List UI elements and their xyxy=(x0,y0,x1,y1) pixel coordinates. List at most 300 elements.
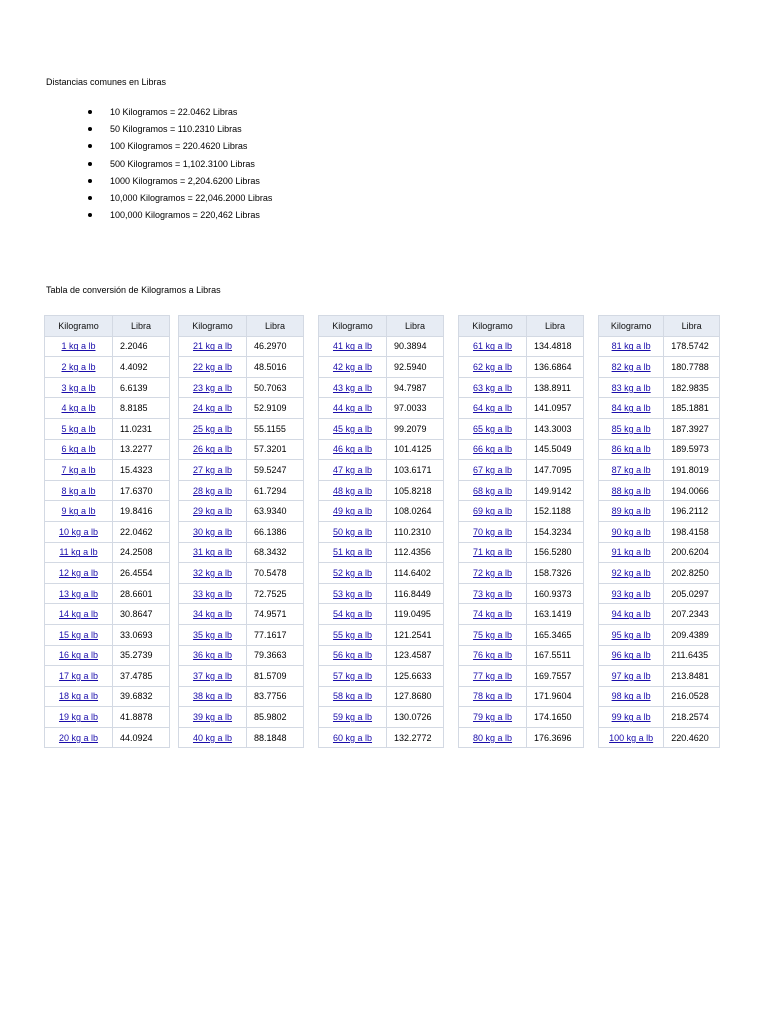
lb-value: 2.2046 xyxy=(113,336,170,357)
kg-to-lb-link[interactable]: 9 kg a lb xyxy=(61,506,96,517)
kg-to-lb-link[interactable]: 7 kg a lb xyxy=(61,464,96,475)
lb-value: 63.9340 xyxy=(247,501,304,522)
lb-value: 125.6633 xyxy=(387,666,444,687)
kg-to-lb-link[interactable]: 79 kg a lb xyxy=(472,712,513,723)
lb-value: 138.8911 xyxy=(527,377,584,398)
lb-value: 37.4785 xyxy=(113,666,170,687)
lb-value: 103.6171 xyxy=(387,460,444,481)
table-row xyxy=(599,460,720,481)
table-row xyxy=(599,666,720,687)
table-row xyxy=(179,542,304,563)
lb-value: 97.0033 xyxy=(387,398,444,419)
kg-to-lb-link[interactable]: 83 kg a lb xyxy=(611,382,651,393)
kg-to-lb-link[interactable]: 69 kg a lb xyxy=(472,506,513,517)
lb-value: 207.2343 xyxy=(664,604,720,625)
conversion-table xyxy=(44,315,170,748)
table-row xyxy=(319,501,444,522)
kg-to-lb-link[interactable]: 85 kg a lb xyxy=(611,423,651,434)
table-row xyxy=(179,563,304,584)
lb-value: 79.3663 xyxy=(247,645,304,666)
lb-value: 154.3234 xyxy=(527,521,584,542)
kg-to-lb-link[interactable]: 37 kg a lb xyxy=(192,670,233,681)
header-libra: Libra xyxy=(113,316,170,337)
header-kilogramo: Kilogramo xyxy=(459,316,527,337)
kg-to-lb-link[interactable]: 50 kg a lb xyxy=(332,526,373,537)
kg-cell xyxy=(599,604,664,625)
kg-to-lb-link[interactable]: 60 kg a lb xyxy=(332,732,373,743)
kg-to-lb-link[interactable]: 39 kg a lb xyxy=(192,712,233,723)
kg-to-lb-link[interactable]: 92 kg a lb xyxy=(611,567,651,578)
kg-to-lb-link[interactable]: 22 kg a lb xyxy=(192,361,233,372)
kg-cell xyxy=(45,439,113,460)
kg-cell xyxy=(179,727,247,748)
lb-value: 17.6370 xyxy=(113,480,170,501)
kg-to-lb-link[interactable]: 61 kg a lb xyxy=(472,341,513,352)
header-kilogramo: Kilogramo xyxy=(319,316,387,337)
kg-cell xyxy=(179,480,247,501)
kg-to-lb-link[interactable]: 34 kg a lb xyxy=(192,609,233,620)
kg-to-lb-link[interactable]: 12 kg a lb xyxy=(58,567,99,578)
kg-cell xyxy=(179,624,247,645)
table-row xyxy=(319,583,444,604)
common-distance-item xyxy=(86,121,272,138)
kg-to-lb-link[interactable]: 17 kg a lb xyxy=(58,670,99,681)
kg-to-lb-link[interactable]: 82 kg a lb xyxy=(611,361,651,372)
kg-cell xyxy=(45,480,113,501)
kg-cell xyxy=(599,666,664,687)
kg-to-lb-link[interactable]: 18 kg a lb xyxy=(58,691,99,702)
kg-cell xyxy=(459,480,527,501)
kg-to-lb-link[interactable]: 91 kg a lb xyxy=(611,547,651,558)
table-row xyxy=(459,563,584,584)
kg-to-lb-link[interactable]: 43 kg a lb xyxy=(332,382,373,393)
lb-value: 194.0066 xyxy=(664,480,720,501)
lb-value: 6.6139 xyxy=(113,377,170,398)
kg-cell xyxy=(319,645,387,666)
kg-to-lb-link[interactable]: 28 kg a lb xyxy=(192,485,233,496)
table-row xyxy=(179,336,304,357)
bullet-icon xyxy=(88,196,92,200)
kg-cell xyxy=(599,418,664,439)
table-row xyxy=(319,645,444,666)
kg-to-lb-link[interactable]: 33 kg a lb xyxy=(192,588,233,599)
kg-to-lb-link[interactable]: 81 kg a lb xyxy=(611,341,651,352)
lb-value: 61.7294 xyxy=(247,480,304,501)
kg-to-lb-link[interactable]: 35 kg a lb xyxy=(192,629,233,640)
kg-cell xyxy=(459,707,527,728)
kg-cell xyxy=(45,377,113,398)
kg-cell xyxy=(45,727,113,748)
lb-value: 52.9109 xyxy=(247,398,304,419)
kg-cell xyxy=(45,645,113,666)
table-row xyxy=(599,418,720,439)
kg-cell xyxy=(459,521,527,542)
kg-to-lb-link[interactable]: 97 kg a lb xyxy=(611,670,651,681)
table-row xyxy=(45,377,170,398)
table-row xyxy=(599,583,720,604)
kg-to-lb-link[interactable]: 45 kg a lb xyxy=(332,423,373,434)
kg-to-lb-link[interactable]: 27 kg a lb xyxy=(192,464,233,475)
table-row xyxy=(179,439,304,460)
kg-to-lb-link[interactable]: 59 kg a lb xyxy=(332,712,373,723)
kg-cell xyxy=(599,336,664,357)
table-row xyxy=(599,357,720,378)
kg-to-lb-link[interactable]: 21 kg a lb xyxy=(192,341,233,352)
lb-value: 24.2508 xyxy=(113,542,170,563)
conversion-table xyxy=(598,315,720,748)
lb-value: 30.8647 xyxy=(113,604,170,625)
common-distance-item xyxy=(86,173,272,190)
kg-to-lb-link[interactable]: 11 kg a lb xyxy=(59,547,98,558)
table-row xyxy=(599,480,720,501)
kg-cell xyxy=(179,357,247,378)
table-row xyxy=(319,563,444,584)
common-distance-item xyxy=(86,190,272,207)
kg-to-lb-link[interactable]: 52 kg a lb xyxy=(332,567,373,578)
kg-to-lb-link[interactable]: 10 kg a lb xyxy=(58,526,99,537)
kg-cell xyxy=(599,583,664,604)
kg-to-lb-link[interactable]: 25 kg a lb xyxy=(192,423,233,434)
common-distance-text: 100,000 Kilogramos = 220,462 Libras xyxy=(110,210,260,221)
kg-cell xyxy=(459,336,527,357)
table-row xyxy=(459,583,584,604)
kg-cell xyxy=(319,439,387,460)
header-libra: Libra xyxy=(527,316,584,337)
lb-value: 101.4125 xyxy=(387,439,444,460)
kg-to-lb-link[interactable]: 15 kg a lb xyxy=(58,629,99,640)
kg-to-lb-link[interactable]: 99 kg a lb xyxy=(611,712,651,723)
kg-cell xyxy=(459,542,527,563)
kg-to-lb-link[interactable]: 98 kg a lb xyxy=(611,691,651,702)
kg-cell xyxy=(599,357,664,378)
lb-value: 182.9835 xyxy=(664,377,720,398)
lb-value: 4.4092 xyxy=(113,357,170,378)
lb-value: 171.9604 xyxy=(527,686,584,707)
table-row xyxy=(319,357,444,378)
lb-value: 119.0495 xyxy=(387,604,444,625)
lb-value: 187.3927 xyxy=(664,418,720,439)
lb-value: 85.9802 xyxy=(247,707,304,728)
kg-to-lb-link[interactable]: 90 kg a lb xyxy=(611,526,651,537)
kg-to-lb-link[interactable]: 55 kg a lb xyxy=(332,629,373,640)
lb-value: 72.7525 xyxy=(247,583,304,604)
table-row xyxy=(179,686,304,707)
kg-to-lb-link[interactable]: 76 kg a lb xyxy=(472,650,513,661)
table-row xyxy=(45,357,170,378)
kg-cell xyxy=(45,707,113,728)
table-row xyxy=(599,686,720,707)
common-distance-text: 10 Kilogramos = 22.0462 Libras xyxy=(110,107,238,117)
lb-value: 143.3003 xyxy=(527,418,584,439)
kg-to-lb-link[interactable]: 36 kg a lb xyxy=(192,650,233,661)
kg-cell xyxy=(459,460,527,481)
table-row xyxy=(45,460,170,481)
kg-cell xyxy=(45,418,113,439)
lb-value: 99.2079 xyxy=(387,418,444,439)
kg-cell xyxy=(179,563,247,584)
kg-cell xyxy=(319,501,387,522)
kg-to-lb-link[interactable]: 95 kg a lb xyxy=(611,629,651,640)
kg-cell xyxy=(179,542,247,563)
lb-value: 88.1848 xyxy=(247,727,304,748)
kg-to-lb-link[interactable]: 65 kg a lb xyxy=(472,423,513,434)
bullet-icon xyxy=(88,162,92,166)
table-row xyxy=(459,418,584,439)
lb-value: 74.9571 xyxy=(247,604,304,625)
kg-to-lb-link[interactable]: 88 kg a lb xyxy=(611,485,651,496)
kg-to-lb-link[interactable]: 42 kg a lb xyxy=(332,361,373,372)
lb-value: 218.2574 xyxy=(664,707,720,728)
kg-cell xyxy=(599,563,664,584)
table-row xyxy=(599,398,720,419)
table-row xyxy=(599,336,720,357)
kg-to-lb-link[interactable]: 38 kg a lb xyxy=(192,691,233,702)
table-row xyxy=(45,501,170,522)
kg-cell xyxy=(319,563,387,584)
kg-to-lb-link[interactable]: 16 kg a lb xyxy=(58,650,99,661)
kg-to-lb-link[interactable]: 77 kg a lb xyxy=(472,670,513,681)
kg-cell xyxy=(45,501,113,522)
lb-value: 15.4323 xyxy=(113,460,170,481)
kg-to-lb-link[interactable]: 71 kg a lb xyxy=(472,547,513,558)
kg-to-lb-link[interactable]: 40 kg a lb xyxy=(192,732,233,743)
common-distance-text: 10,000 Kilogramos = 22,046.2000 Libras xyxy=(110,192,273,203)
lb-value: 174.1650 xyxy=(527,707,584,728)
kg-to-lb-link[interactable]: 74 kg a lb xyxy=(472,609,513,620)
kg-to-lb-link[interactable]: 41 kg a lb xyxy=(332,341,373,352)
lb-value: 160.9373 xyxy=(527,583,584,604)
lb-value: 46.2970 xyxy=(247,336,304,357)
kg-to-lb-link[interactable]: 30 kg a lb xyxy=(192,526,233,537)
table-row xyxy=(599,439,720,460)
kg-to-lb-link[interactable]: 75 kg a lb xyxy=(472,629,513,640)
table-row xyxy=(179,377,304,398)
kg-cell xyxy=(599,645,664,666)
table-row xyxy=(179,418,304,439)
kg-to-lb-link[interactable]: 84 kg a lb xyxy=(611,403,651,414)
kg-cell xyxy=(319,398,387,419)
kg-cell xyxy=(319,542,387,563)
kg-to-lb-link[interactable]: 96 kg a lb xyxy=(611,650,651,661)
common-distance-item xyxy=(86,156,272,173)
kg-to-lb-link[interactable]: 49 kg a lb xyxy=(332,506,373,517)
lb-value: 202.8250 xyxy=(664,563,720,584)
table-row xyxy=(45,398,170,419)
kg-cell xyxy=(179,439,247,460)
kg-cell xyxy=(179,336,247,357)
kg-cell xyxy=(459,686,527,707)
table-row xyxy=(599,563,720,584)
kg-to-lb-link[interactable]: 51 kg a lb xyxy=(332,547,373,558)
lb-value: 41.8878 xyxy=(113,707,170,728)
kg-to-lb-link[interactable]: 8 kg a lb xyxy=(61,485,96,496)
kg-cell xyxy=(459,418,527,439)
table-row xyxy=(459,542,584,563)
table-row xyxy=(179,727,304,748)
lb-value: 116.8449 xyxy=(387,583,444,604)
kg-to-lb-link[interactable]: 5 kg a lb xyxy=(61,423,96,434)
table-row xyxy=(599,542,720,563)
lb-value: 110.2310 xyxy=(387,521,444,542)
kg-to-lb-link[interactable]: 100 kg a lb xyxy=(609,732,654,743)
kg-to-lb-link[interactable]: 32 kg a lb xyxy=(192,567,233,578)
kg-to-lb-link[interactable]: 57 kg a lb xyxy=(332,670,373,681)
kg-to-lb-link[interactable]: 78 kg a lb xyxy=(472,691,513,702)
kg-to-lb-link[interactable]: 24 kg a lb xyxy=(192,403,233,414)
kg-cell xyxy=(179,521,247,542)
kg-to-lb-link[interactable]: 4 kg a lb xyxy=(61,403,96,414)
table-row xyxy=(319,439,444,460)
kg-cell xyxy=(459,357,527,378)
table-row xyxy=(45,707,170,728)
table-row xyxy=(459,521,584,542)
kg-cell xyxy=(459,563,527,584)
kg-cell xyxy=(45,604,113,625)
kg-to-lb-link[interactable]: 66 kg a lb xyxy=(472,444,513,455)
kg-to-lb-link[interactable]: 64 kg a lb xyxy=(472,403,513,414)
lb-value: 205.0297 xyxy=(664,583,720,604)
conversion-table xyxy=(178,315,304,748)
kg-to-lb-link[interactable]: 44 kg a lb xyxy=(332,403,373,414)
lb-value: 211.6435 xyxy=(664,645,720,666)
lb-value: 136.6864 xyxy=(527,357,584,378)
table-row xyxy=(459,645,584,666)
table-row xyxy=(599,707,720,728)
lb-value: 35.2739 xyxy=(113,645,170,666)
kg-cell xyxy=(319,521,387,542)
table-row xyxy=(179,357,304,378)
bullet-icon xyxy=(88,110,92,114)
table-row xyxy=(179,521,304,542)
table-row xyxy=(599,645,720,666)
kg-to-lb-link[interactable]: 29 kg a lb xyxy=(192,506,233,517)
kg-cell xyxy=(319,480,387,501)
kg-cell xyxy=(319,460,387,481)
lb-value: 81.5709 xyxy=(247,666,304,687)
conversion-table xyxy=(458,315,584,748)
kg-cell xyxy=(319,583,387,604)
kg-cell xyxy=(599,439,664,460)
lb-value: 147.7095 xyxy=(527,460,584,481)
lb-value: 55.1155 xyxy=(247,418,304,439)
table-row xyxy=(319,707,444,728)
table-row xyxy=(459,666,584,687)
table-row xyxy=(319,336,444,357)
kg-cell xyxy=(599,727,664,748)
lb-value: 50.7063 xyxy=(247,377,304,398)
kg-to-lb-link[interactable]: 6 kg a lb xyxy=(61,444,96,455)
table-row xyxy=(319,604,444,625)
table-row xyxy=(319,521,444,542)
lb-value: 180.7788 xyxy=(664,357,720,378)
lb-value: 83.7756 xyxy=(247,686,304,707)
table-row xyxy=(45,542,170,563)
lb-value: 185.1881 xyxy=(664,398,720,419)
conversion-table xyxy=(318,315,444,748)
lb-value: 123.4587 xyxy=(387,645,444,666)
kg-to-lb-link[interactable]: 86 kg a lb xyxy=(611,444,651,455)
kg-cell xyxy=(45,583,113,604)
kg-cell xyxy=(459,377,527,398)
lb-value: 121.2541 xyxy=(387,624,444,645)
lb-value: 26.4554 xyxy=(113,563,170,584)
kg-to-lb-link[interactable]: 3 kg a lb xyxy=(61,382,96,393)
table-row xyxy=(45,727,170,748)
kg-to-lb-link[interactable]: 72 kg a lb xyxy=(472,567,513,578)
kg-to-lb-link[interactable]: 73 kg a lb xyxy=(472,588,513,599)
lb-value: 189.5973 xyxy=(664,439,720,460)
kg-to-lb-link[interactable]: 48 kg a lb xyxy=(332,485,373,496)
table-row xyxy=(319,686,444,707)
kg-cell xyxy=(45,563,113,584)
kg-to-lb-link[interactable]: 67 kg a lb xyxy=(472,464,513,475)
table-row xyxy=(45,666,170,687)
kg-to-lb-link[interactable]: 31 kg a lb xyxy=(192,547,233,558)
kg-to-lb-link[interactable]: 80 kg a lb xyxy=(472,732,513,743)
kg-to-lb-link[interactable]: 46 kg a lb xyxy=(332,444,373,455)
kg-cell xyxy=(179,377,247,398)
lb-value: 22.0462 xyxy=(113,521,170,542)
kg-to-lb-link[interactable]: 87 kg a lb xyxy=(611,464,651,475)
lb-value: 220.4620 xyxy=(664,727,720,748)
kg-cell xyxy=(599,521,664,542)
kg-to-lb-link[interactable]: 56 kg a lb xyxy=(332,650,373,661)
header-libra: Libra xyxy=(664,316,720,337)
kg-to-lb-link[interactable]: 1 kg a lb xyxy=(61,341,96,352)
kg-cell xyxy=(459,501,527,522)
kg-to-lb-link[interactable]: 89 kg a lb xyxy=(611,506,651,517)
kg-to-lb-link[interactable]: 54 kg a lb xyxy=(332,609,373,620)
kg-to-lb-link[interactable]: 63 kg a lb xyxy=(472,382,513,393)
lb-value: 141.0957 xyxy=(527,398,584,419)
kg-to-lb-link[interactable]: 58 kg a lb xyxy=(332,691,373,702)
kg-cell xyxy=(599,377,664,398)
kg-to-lb-link[interactable]: 26 kg a lb xyxy=(192,444,233,455)
table-row xyxy=(459,604,584,625)
kg-cell xyxy=(45,666,113,687)
kg-to-lb-link[interactable]: 53 kg a lb xyxy=(332,588,373,599)
lb-value: 8.8185 xyxy=(113,398,170,419)
kg-to-lb-link[interactable]: 20 kg a lb xyxy=(58,732,99,743)
kg-to-lb-link[interactable]: 2 kg a lb xyxy=(61,361,96,372)
kg-to-lb-link[interactable]: 14 kg a lb xyxy=(58,609,99,620)
kg-to-lb-link[interactable]: 23 kg a lb xyxy=(192,382,233,393)
lb-value: 28.6601 xyxy=(113,583,170,604)
kg-cell xyxy=(459,604,527,625)
kg-cell xyxy=(599,707,664,728)
kg-to-lb-link[interactable]: 68 kg a lb xyxy=(472,485,513,496)
lb-value: 178.5742 xyxy=(664,336,720,357)
kg-cell xyxy=(599,398,664,419)
kg-to-lb-link[interactable]: 93 kg a lb xyxy=(611,588,651,599)
kg-cell xyxy=(459,439,527,460)
kg-cell xyxy=(45,357,113,378)
kg-to-lb-link[interactable]: 62 kg a lb xyxy=(472,361,513,372)
kg-to-lb-link[interactable]: 70 kg a lb xyxy=(472,526,513,537)
kg-cell xyxy=(179,645,247,666)
kg-to-lb-link[interactable]: 47 kg a lb xyxy=(332,464,373,475)
conversion-table-title: Tabla de conversión de Kilogramos a Libras xyxy=(46,285,221,295)
table-row xyxy=(45,336,170,357)
kg-cell xyxy=(45,624,113,645)
kg-to-lb-link[interactable]: 13 kg a lb xyxy=(58,588,99,599)
kg-to-lb-link[interactable]: 19 kg a lb xyxy=(58,712,99,723)
lb-value: 44.0924 xyxy=(113,727,170,748)
common-distances-title: Distancias comunes en Libras xyxy=(46,77,167,87)
table-row xyxy=(459,624,584,645)
kg-cell xyxy=(179,460,247,481)
kg-to-lb-link[interactable]: 94 kg a lb xyxy=(611,609,651,620)
